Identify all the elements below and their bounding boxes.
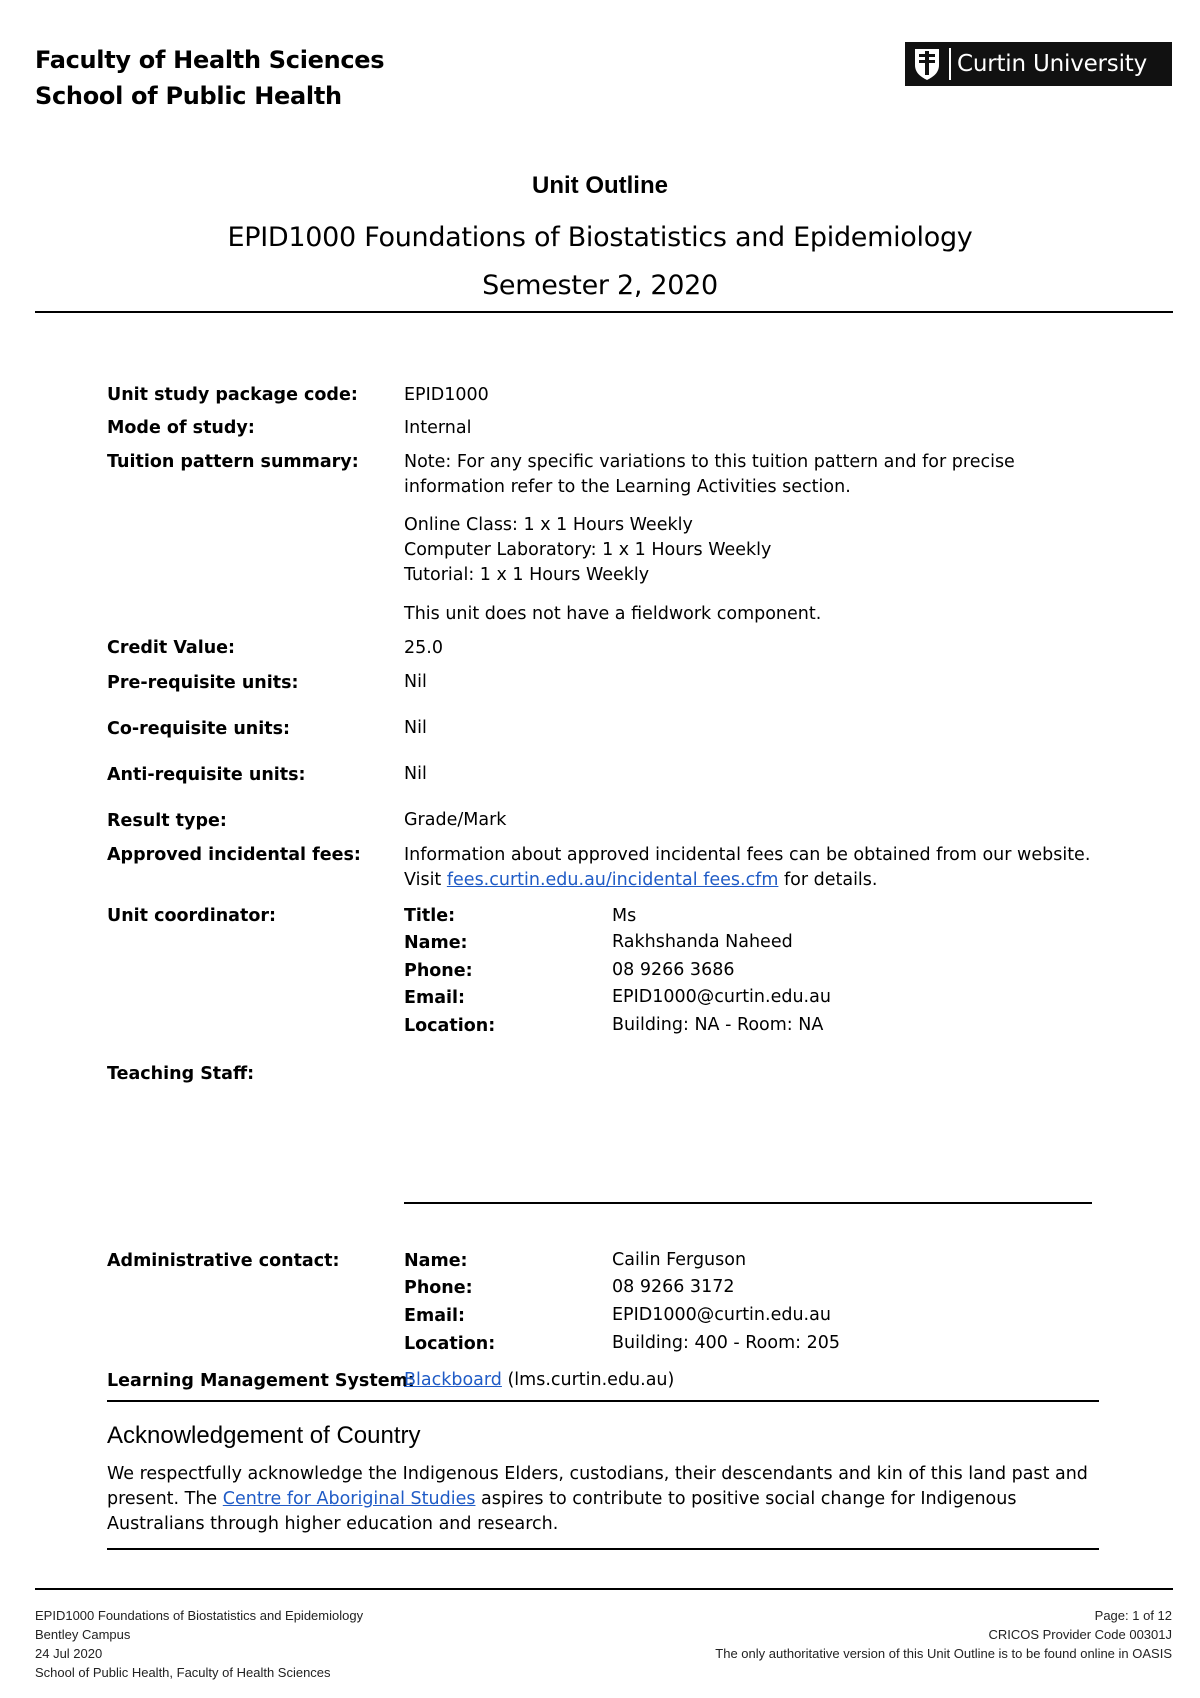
school-name: School of Public Health — [35, 82, 342, 110]
lms-label: Learning Management System: — [107, 1371, 415, 1391]
tuition-item: Tutorial: 1 x 1 Hours Weekly — [404, 565, 650, 585]
admin-location-value: Building: 400 - Room: 205 — [612, 1333, 840, 1353]
lms-value — [404, 1370, 674, 1390]
lms-divider — [107, 1400, 1099, 1402]
title-divider — [35, 311, 1173, 313]
fieldwork-note: This unit does not have a fieldwork component. — [404, 604, 822, 624]
prereq-label: Pre-requisite units: — [107, 673, 299, 693]
blackboard-link[interactable]: Blackboard — [404, 1370, 502, 1390]
fees-info — [404, 843, 1104, 893]
admin-name-label: Name: — [404, 1251, 468, 1271]
footer-cricos: CRICOS Provider Code 00301J — [988, 1627, 1172, 1642]
acknowledgement-text — [107, 1462, 1097, 1537]
admin-name-value: Cailin Ferguson — [612, 1250, 747, 1270]
document-heading: Unit Outline — [532, 172, 668, 199]
unit-code-label: Unit study package code: — [107, 385, 358, 405]
logo-text: Curtin University — [957, 51, 1148, 77]
footer-right — [715, 1606, 1172, 1663]
fees-visit: Visit — [404, 870, 442, 890]
acknowledgement-text-2: aspires to contribute to positive social change for Indigenous Australians through higher education and research. — [107, 1489, 1017, 1534]
admin-phone-value: 08 9266 3172 — [612, 1277, 735, 1297]
acknowledgement-text-1: We respectfully acknowledge the Indigenous Elders, custodians, their descendants and kin of this land past and present. The — [107, 1464, 1088, 1509]
credit-label: Credit Value: — [107, 638, 236, 658]
mode-value: Internal — [404, 418, 472, 438]
result-type-label: Result type: — [107, 811, 227, 831]
tuition-item: Computer Laboratory: 1 x 1 Hours Weekly — [404, 540, 772, 560]
admin-location-label: Location: — [404, 1334, 496, 1354]
fees-link[interactable]: fees.curtin.edu.au/incidental fees.cfm — [446, 870, 779, 890]
logo-divider — [949, 48, 951, 80]
coordinator-location-label: Location: — [404, 1016, 496, 1036]
footer-unit: EPID1000 Foundations of Biostatistics and Epidemiology — [35, 1608, 364, 1623]
acknowledgement-divider — [107, 1548, 1099, 1550]
prereq-value: Nil — [404, 672, 427, 692]
coreq-value: Nil — [404, 718, 427, 738]
footer-divider — [35, 1588, 1173, 1590]
teaching-staff-label: Teaching Staff: — [107, 1064, 255, 1084]
admin-email-value: EPID1000@curtin.edu.au — [612, 1305, 831, 1325]
footer-page-number: Page: 1 of 12 — [1094, 1608, 1172, 1623]
coordinator-email-label: Email: — [404, 988, 465, 1008]
coordinator-phone-value: 08 9266 3686 — [612, 960, 735, 980]
faculty-header — [35, 42, 384, 114]
footer-left — [35, 1606, 363, 1682]
semester-title: Semester 2, 2020 — [482, 270, 718, 301]
tuition-item: Online Class: 1 x 1 Hours Weekly — [404, 515, 693, 535]
coordinator-name-value: Rakhshanda Naheed — [612, 932, 793, 952]
footer-campus: Bentley Campus — [35, 1627, 131, 1642]
coreq-label: Co-requisite units: — [107, 719, 291, 739]
fees-visit-line — [404, 868, 1104, 893]
coordinator-phone-label: Phone: — [404, 961, 473, 981]
tuition-note-line-2: information refer to the Learning Activities section. — [404, 477, 851, 497]
teaching-staff-divider — [404, 1202, 1092, 1204]
footer-authority-note: The only authoritative version of this Unit Outline is to be found online in OASIS — [715, 1646, 1172, 1661]
tuition-label: Tuition pattern summary: — [107, 452, 359, 472]
unit-title: EPID1000 Foundations of Biostatistics and Epidemiology — [227, 222, 973, 253]
admin-email-label: Email: — [404, 1306, 465, 1326]
faculty-name: Faculty of Health Sciences — [35, 46, 385, 74]
footer-date: 24 Jul 2020 — [35, 1646, 103, 1661]
coordinator-label: Unit coordinator: — [107, 906, 276, 926]
result-type-value: Grade/Mark — [404, 810, 507, 830]
mode-label: Mode of study: — [107, 418, 255, 438]
lms-url: (lms.curtin.edu.au) — [507, 1370, 675, 1390]
curtin-logo — [905, 42, 1172, 86]
coordinator-title-value: Ms — [612, 906, 637, 926]
admin-label: Administrative contact: — [107, 1251, 340, 1271]
credit-value: 25.0 — [404, 638, 443, 658]
acknowledgement-heading: Acknowledgement of Country — [107, 1422, 421, 1449]
coordinator-location-value: Building: NA - Room: NA — [612, 1015, 824, 1035]
crest-icon — [905, 42, 949, 86]
admin-phone-label: Phone: — [404, 1278, 473, 1298]
fees-label: Approved incidental fees: — [107, 845, 361, 865]
aboriginal-studies-link[interactable]: Centre for Aboriginal Studies — [222, 1489, 476, 1509]
coordinator-email-value: EPID1000@curtin.edu.au — [612, 987, 831, 1007]
tuition-items — [404, 513, 1104, 588]
fees-details: for details. — [783, 870, 878, 890]
fees-text: Information about approved incidental fees can be obtained from our website. — [404, 845, 1091, 865]
coordinator-name-label: Name: — [404, 933, 468, 953]
unit-code-value: EPID1000 — [404, 385, 489, 405]
antireq-label: Anti-requisite units: — [107, 765, 306, 785]
tuition-note-line-1: Note: For any specific variations to this tuition pattern and for precise — [404, 452, 1015, 472]
coordinator-title-label: Title: — [404, 906, 456, 926]
tuition-note — [404, 450, 1104, 500]
footer-school: School of Public Health, Faculty of Health Sciences — [35, 1665, 331, 1680]
antireq-value: Nil — [404, 764, 427, 784]
